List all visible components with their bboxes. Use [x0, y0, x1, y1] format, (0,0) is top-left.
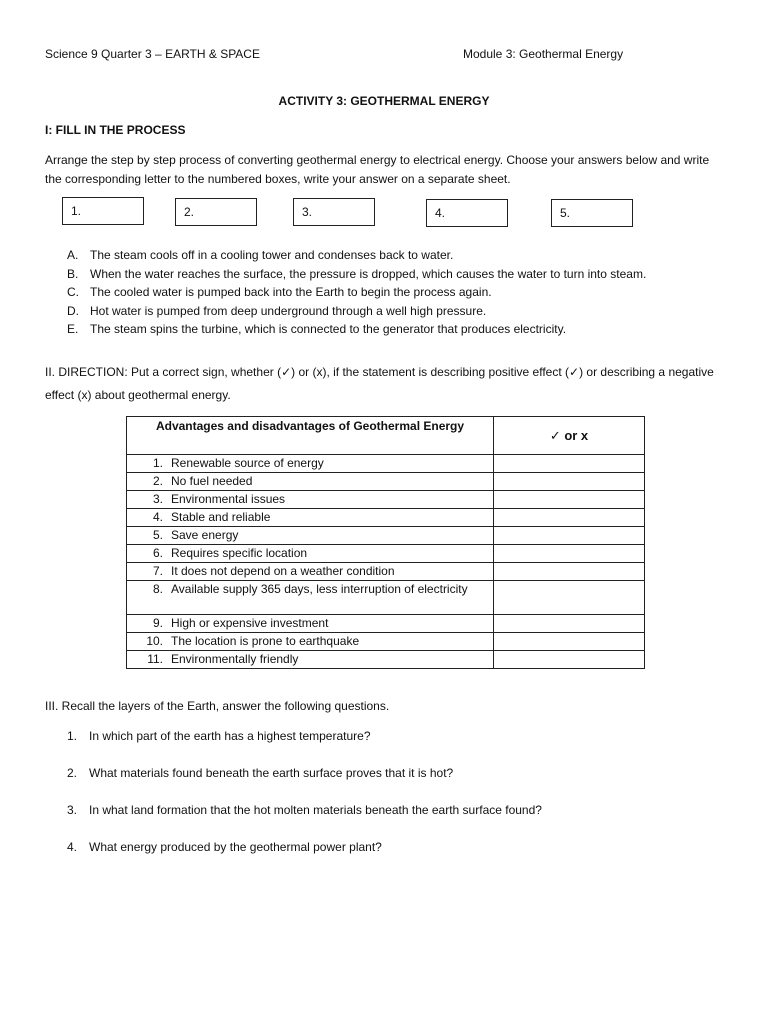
table-cell-answer[interactable] — [494, 527, 645, 545]
table-cell-answer[interactable] — [494, 473, 645, 491]
choice-letter: E. — [67, 322, 79, 336]
question-item — [67, 801, 717, 838]
page-title: ACTIVITY 3: GEOTHERMAL ENERGY — [278, 94, 490, 108]
row-number: 2. — [152, 474, 163, 488]
choice-letter: B. — [67, 266, 79, 281]
table-cell-statement — [127, 563, 494, 581]
answer-box-number: 3. — [302, 205, 313, 219]
row-label: The location is prone to earthquake — [171, 634, 360, 648]
question-number: 3. — [67, 803, 78, 817]
table-row — [127, 491, 645, 509]
table-row — [127, 509, 645, 527]
row-number: 7. — [152, 564, 163, 578]
question-number: 4. — [67, 840, 78, 854]
table-row — [127, 527, 645, 545]
row-number: 8. — [152, 582, 163, 596]
section-1-heading: I: FILL IN THE PROCESS — [45, 123, 186, 137]
question-item — [67, 727, 717, 764]
table-cell-answer[interactable] — [494, 491, 645, 509]
row-label: Requires specific location — [171, 546, 308, 560]
row-label: Save energy — [171, 528, 239, 542]
table-cell-answer[interactable] — [494, 581, 645, 615]
answer-box-1[interactable] — [62, 197, 144, 225]
row-number: 4. — [152, 510, 163, 524]
row-label: Environmental issues — [171, 492, 286, 506]
table-row — [127, 455, 645, 473]
table-cell-answer[interactable] — [494, 651, 645, 669]
section-2-direction: II. DIRECTION: Put a correct sign, whether (✓) or (x), if the statement is describing positive effect (✓) or describing a negative effect (x) about geothermal energy. — [45, 365, 714, 402]
question-item — [67, 838, 717, 875]
table-row — [127, 473, 645, 491]
table-cell-statement — [127, 455, 494, 473]
table-cell-statement — [127, 545, 494, 563]
answer-box-number: 1. — [71, 204, 82, 218]
table-header-row — [127, 417, 645, 455]
table-cell-answer[interactable] — [494, 615, 645, 633]
question-list — [67, 727, 717, 875]
table-cell-answer[interactable] — [494, 563, 645, 581]
row-label: It does not depend on a weather condition — [171, 564, 395, 578]
row-number: 6. — [152, 546, 163, 560]
table-row — [127, 633, 645, 651]
choice-item — [67, 246, 646, 265]
effects-table — [126, 416, 645, 669]
row-label: High or expensive investment — [171, 616, 329, 630]
row-label: Stable and reliable — [171, 510, 271, 524]
choice-item — [67, 265, 646, 284]
row-number: 11. — [147, 652, 163, 666]
table-cell-answer[interactable] — [494, 545, 645, 563]
choice-text: The steam cools off in a cooling tower and condenses back to water. — [90, 248, 454, 262]
choice-letter: D. — [67, 303, 79, 318]
table-cell-statement — [127, 651, 494, 669]
choice-item — [67, 283, 646, 302]
question-text: What materials found beneath the earth surface proves that it is hot? — [89, 766, 454, 780]
table-row — [127, 651, 645, 669]
row-number: 3. — [152, 492, 163, 506]
table-cell-answer[interactable] — [494, 509, 645, 527]
table-row — [127, 615, 645, 633]
answer-box-2[interactable] — [175, 198, 257, 226]
table-cell-statement — [127, 491, 494, 509]
row-label: Environmentally friendly — [171, 652, 299, 666]
question-number: 1. — [67, 729, 78, 743]
answer-box-5[interactable] — [551, 199, 633, 227]
header-left: Science 9 Quarter 3 – EARTH & SPACE — [45, 47, 260, 61]
question-text: What energy produced by the geothermal power plant? — [89, 840, 382, 854]
row-number: 10. — [146, 634, 163, 648]
process-choices — [67, 246, 646, 339]
choice-item — [67, 320, 646, 339]
choice-letter: C. — [67, 285, 79, 299]
answer-box-number: 4. — [435, 206, 446, 220]
row-number: 9. — [152, 616, 163, 630]
table-row — [127, 563, 645, 581]
row-label: Available supply 365 days, less interruption of electricity — [171, 582, 468, 596]
table-cell-statement — [127, 509, 494, 527]
table-cell-statement — [127, 633, 494, 651]
choice-letter: A. — [67, 248, 79, 262]
choice-text: Hot water is pumped from deep underground through a well high pressure. — [90, 303, 487, 318]
section-1-instructions: Arrange the step by step process of converting geothermal energy to electrical energy. Choose your answers below and write the corresponding letter to the numbered boxes, write your answer on a separate sheet. — [45, 153, 710, 186]
table-row — [127, 581, 645, 615]
choice-item — [67, 302, 646, 321]
table-cell-answer[interactable] — [494, 633, 645, 651]
question-text: In which part of the earth has a highest temperature? — [89, 729, 371, 743]
table-cell-answer[interactable] — [494, 455, 645, 473]
question-item — [67, 764, 717, 801]
answer-box-number: 5. — [560, 206, 571, 220]
row-number: 1. — [152, 456, 163, 470]
table-cell-statement — [127, 473, 494, 491]
header-right: Module 3: Geothermal Energy — [463, 47, 624, 61]
choice-text: When the water reaches the surface, the pressure is dropped, which causes the water to turn into steam. — [90, 266, 647, 281]
answer-box-3[interactable] — [293, 198, 375, 226]
table-cell-statement — [127, 615, 494, 633]
answer-box-4[interactable] — [426, 199, 508, 227]
answer-box-number: 2. — [184, 205, 195, 219]
question-text: In what land formation that the hot molten materials beneath the earth surface found? — [89, 803, 542, 817]
table-cell-statement — [127, 527, 494, 545]
row-label: Renewable source of energy — [171, 456, 324, 470]
table-header-mark: ✓ or x — [494, 417, 645, 455]
table-header-statement: Advantages and disadvantages of Geothermal Energy — [127, 417, 494, 455]
table-cell-statement — [127, 581, 494, 615]
row-number: 5. — [152, 528, 163, 542]
table-row — [127, 545, 645, 563]
row-label: No fuel needed — [171, 474, 253, 488]
section-3-heading: III. Recall the layers of the Earth, answer the following questions. — [45, 699, 390, 713]
choice-text: The steam spins the turbine, which is connected to the generator that produces electricity. — [90, 322, 567, 336]
question-number: 2. — [67, 766, 78, 780]
choice-text: The cooled water is pumped back into the Earth to begin the process again. — [90, 285, 492, 299]
